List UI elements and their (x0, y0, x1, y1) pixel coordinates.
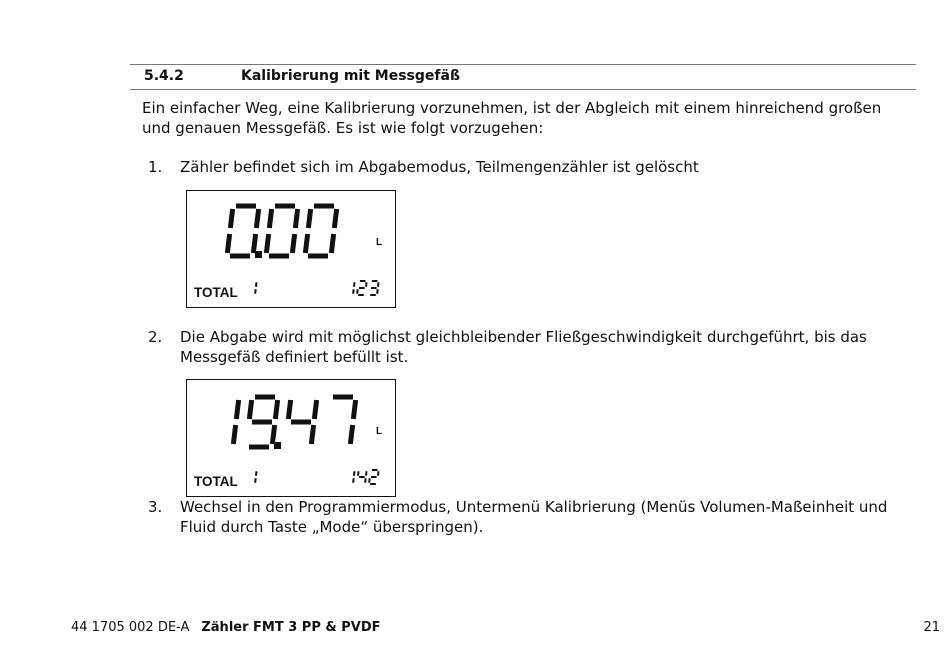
lcd-segment (353, 478, 354, 483)
lcd-segment (378, 471, 379, 476)
lcd-segment (305, 234, 307, 253)
product-name: Zähler FMT 3 PP & PVDF (201, 620, 381, 635)
lcd-segment (249, 400, 251, 419)
lcd-segment (365, 478, 366, 483)
lcd-segment (353, 289, 354, 294)
lcd-segment (350, 425, 352, 444)
lcd-decimal-point (274, 442, 281, 449)
step-text: Wechsel in den Programmiermodus, Untermenü Kalibrierung (Menüs Volumen-Maßeinheit und Fluid durch Taste „Mode“ überspringen). (180, 498, 888, 536)
lcd-segment (366, 282, 367, 287)
lcd-segment (369, 478, 370, 483)
lcd-segment (377, 289, 378, 294)
section-header (130, 64, 916, 90)
lcd-segment (334, 209, 336, 228)
lcd-total-label: TOTAL (194, 285, 238, 300)
lcd-display-initial (186, 190, 396, 308)
page-number: 21 (923, 620, 940, 635)
lcd-segment (272, 425, 274, 444)
lcd-segment (275, 400, 277, 419)
doc-number: 44 1705 002 DE-A (71, 620, 190, 635)
lcd-total-value (353, 281, 378, 295)
lcd-segment (255, 289, 256, 294)
step-text: Die Abgabe wird mit möglichst gleichbleibender Fließgeschwindigkeit durchgeführt, bis das Messgefäß definiert befüllt ist. (180, 328, 867, 366)
lcd-display-filled (186, 379, 396, 497)
step-number: 3. (148, 498, 163, 516)
lcd-segment (331, 234, 333, 253)
step-number: 1. (148, 158, 163, 176)
lcd-main-reading (233, 397, 355, 449)
lcd-segment (308, 209, 310, 228)
footer-left (71, 620, 381, 635)
lcd-segment (233, 425, 235, 444)
intro-paragraph: Ein einfacher Weg, eine Kalibrierung vorzunehmen, ist der Abgleich mit einem hinreichend großen und genauen Messgefäß. Es ist wie folgt vorzugehen: (142, 99, 882, 137)
lcd-segment (256, 282, 257, 287)
lcd-segment (266, 234, 268, 253)
lcd-segment (269, 209, 271, 228)
lcd-total-index (255, 471, 256, 483)
lcd-unit: L (376, 237, 383, 248)
lcd-segment (354, 471, 355, 476)
lcd-segment (354, 282, 355, 287)
lcd-segment (311, 425, 313, 444)
lcd-segment (357, 289, 358, 294)
lcd-total-value (353, 470, 378, 484)
lcd-segment (358, 471, 359, 476)
lcd-total-label: TOTAL (194, 474, 238, 489)
lcd-segment (256, 209, 258, 228)
lcd-main-reading (227, 206, 336, 258)
lcd-unit: L (376, 426, 383, 437)
lcd-segment (288, 400, 290, 419)
lcd-segment (255, 478, 256, 483)
lcd-segment (378, 282, 379, 287)
lcd-screen (187, 380, 395, 496)
lcd-segment (230, 209, 232, 228)
lcd-total-index (255, 282, 256, 294)
step-number: 2. (148, 328, 163, 346)
lcd-segment (314, 400, 316, 419)
lcd-segment (227, 234, 229, 253)
lcd-segment (256, 471, 257, 476)
step-text: Zähler befindet sich im Abgabemodus, Teilmengenzähler ist gelöscht (180, 158, 699, 176)
section-number: 5.4.2 (144, 68, 184, 84)
lcd-segment (353, 400, 355, 419)
lcd-segment (366, 471, 367, 476)
lcd-segment (253, 234, 255, 253)
lcd-segment (292, 234, 294, 253)
lcd-screen (187, 191, 395, 307)
lcd-segment (295, 209, 297, 228)
lcd-decimal-point (255, 251, 262, 258)
section-title: Kalibrierung mit Messgefäß (241, 68, 461, 84)
lcd-segment (236, 400, 238, 419)
